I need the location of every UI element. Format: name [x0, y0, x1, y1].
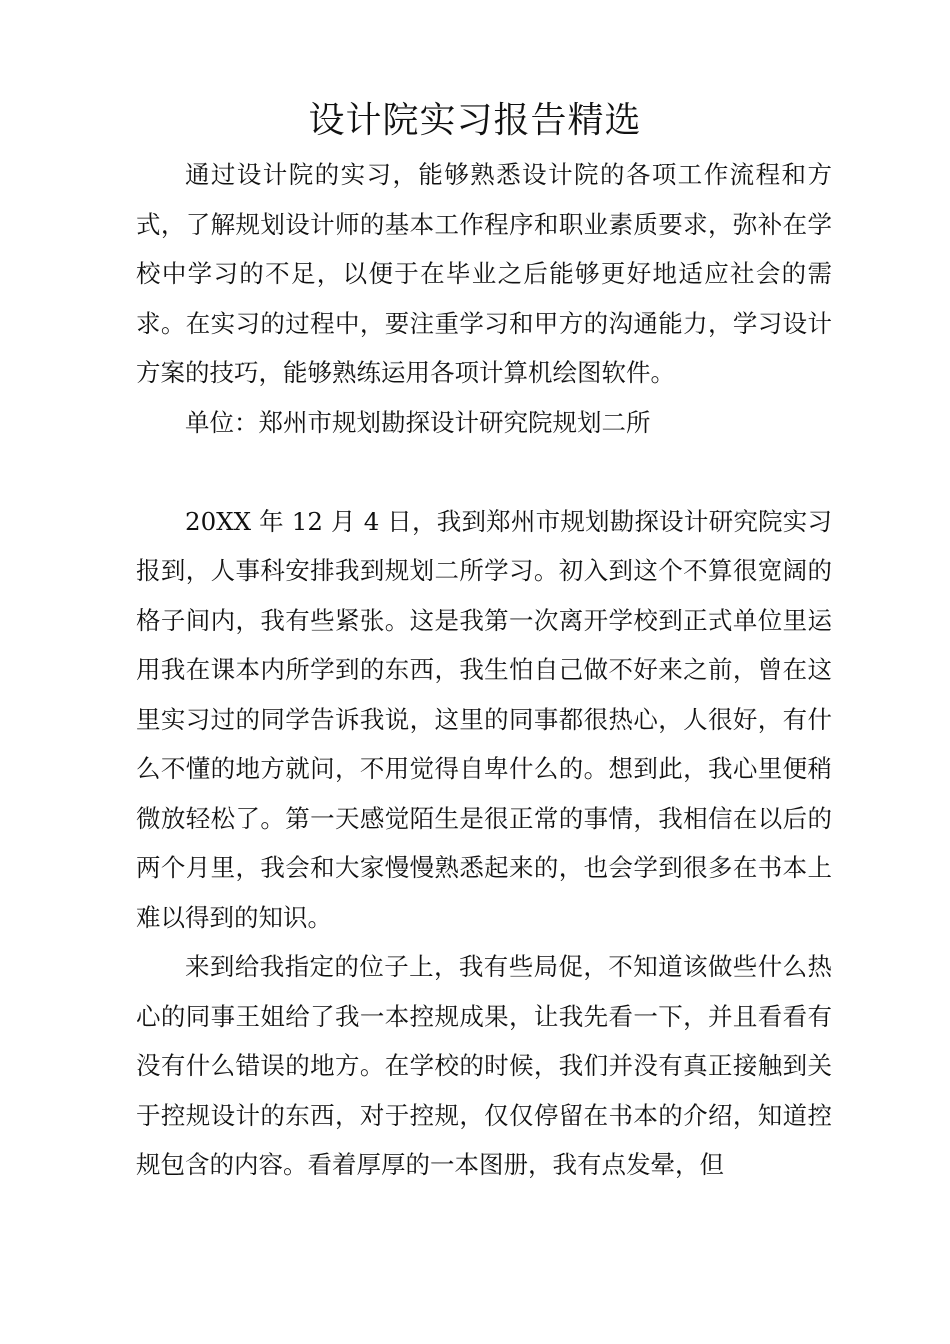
paragraph-first-task: 来到给我指定的位子上，我有些局促，不知道该做些什么热心的同事王姐给了我一本控规成果，让我先看一下，并且看看有没有什么错误的地方。在学校的时候，我们并没有真正接触到关于控规设计的东西，对于控规，仅仅停留在书本的介绍，知道控规包含的内容。看着厚厚的一本图册，我有点发晕，但: [136, 952, 832, 1179]
paragraph-intro: 通过设计院的实习，能够熟悉设计院的各项工作流程和方式，了解规划设计师的基本工作程序和职业素质要求，弥补在学校中学习的不足，以便于在毕业之后能够更好地适应社会的需求。在实习的过程中，要注重学习和甲方的沟通能力，学习设计方案的技巧，能够熟练运用各项计算机绘图软件。: [136, 160, 832, 387]
blank-line: [136, 447, 832, 497]
paragraph-arrival: 20XX 年 12 月 4 日，我到郑州市规划勘探设计研究院实习报到，人事科安排我到规划二所学习。初入到这个不算很宽阔的格子间内，我有些紧张。这是我第一次离开学校到正式单位里运用我在课本内所学到的东西，我生怕自己做不好来之前，曾在这里实习过的同学告诉我说，这里的同事都很热心，人很好，有什么不懂的地方就问，不用觉得自卑什么的。想到此，我心里便稍微放轻松了。第一天感觉陌生是很正常的事情，我相信在以后的两个月里，我会和大家慢慢熟悉起来的，也会学到很多在书本上难以得到的知识。: [136, 506, 832, 932]
paragraph-unit: 单位：郑州市规划勘探设计研究院规划二所: [185, 407, 651, 437]
document-body: [136, 150, 832, 1190]
document-title: 设计院实习报告精选: [308, 100, 642, 141]
